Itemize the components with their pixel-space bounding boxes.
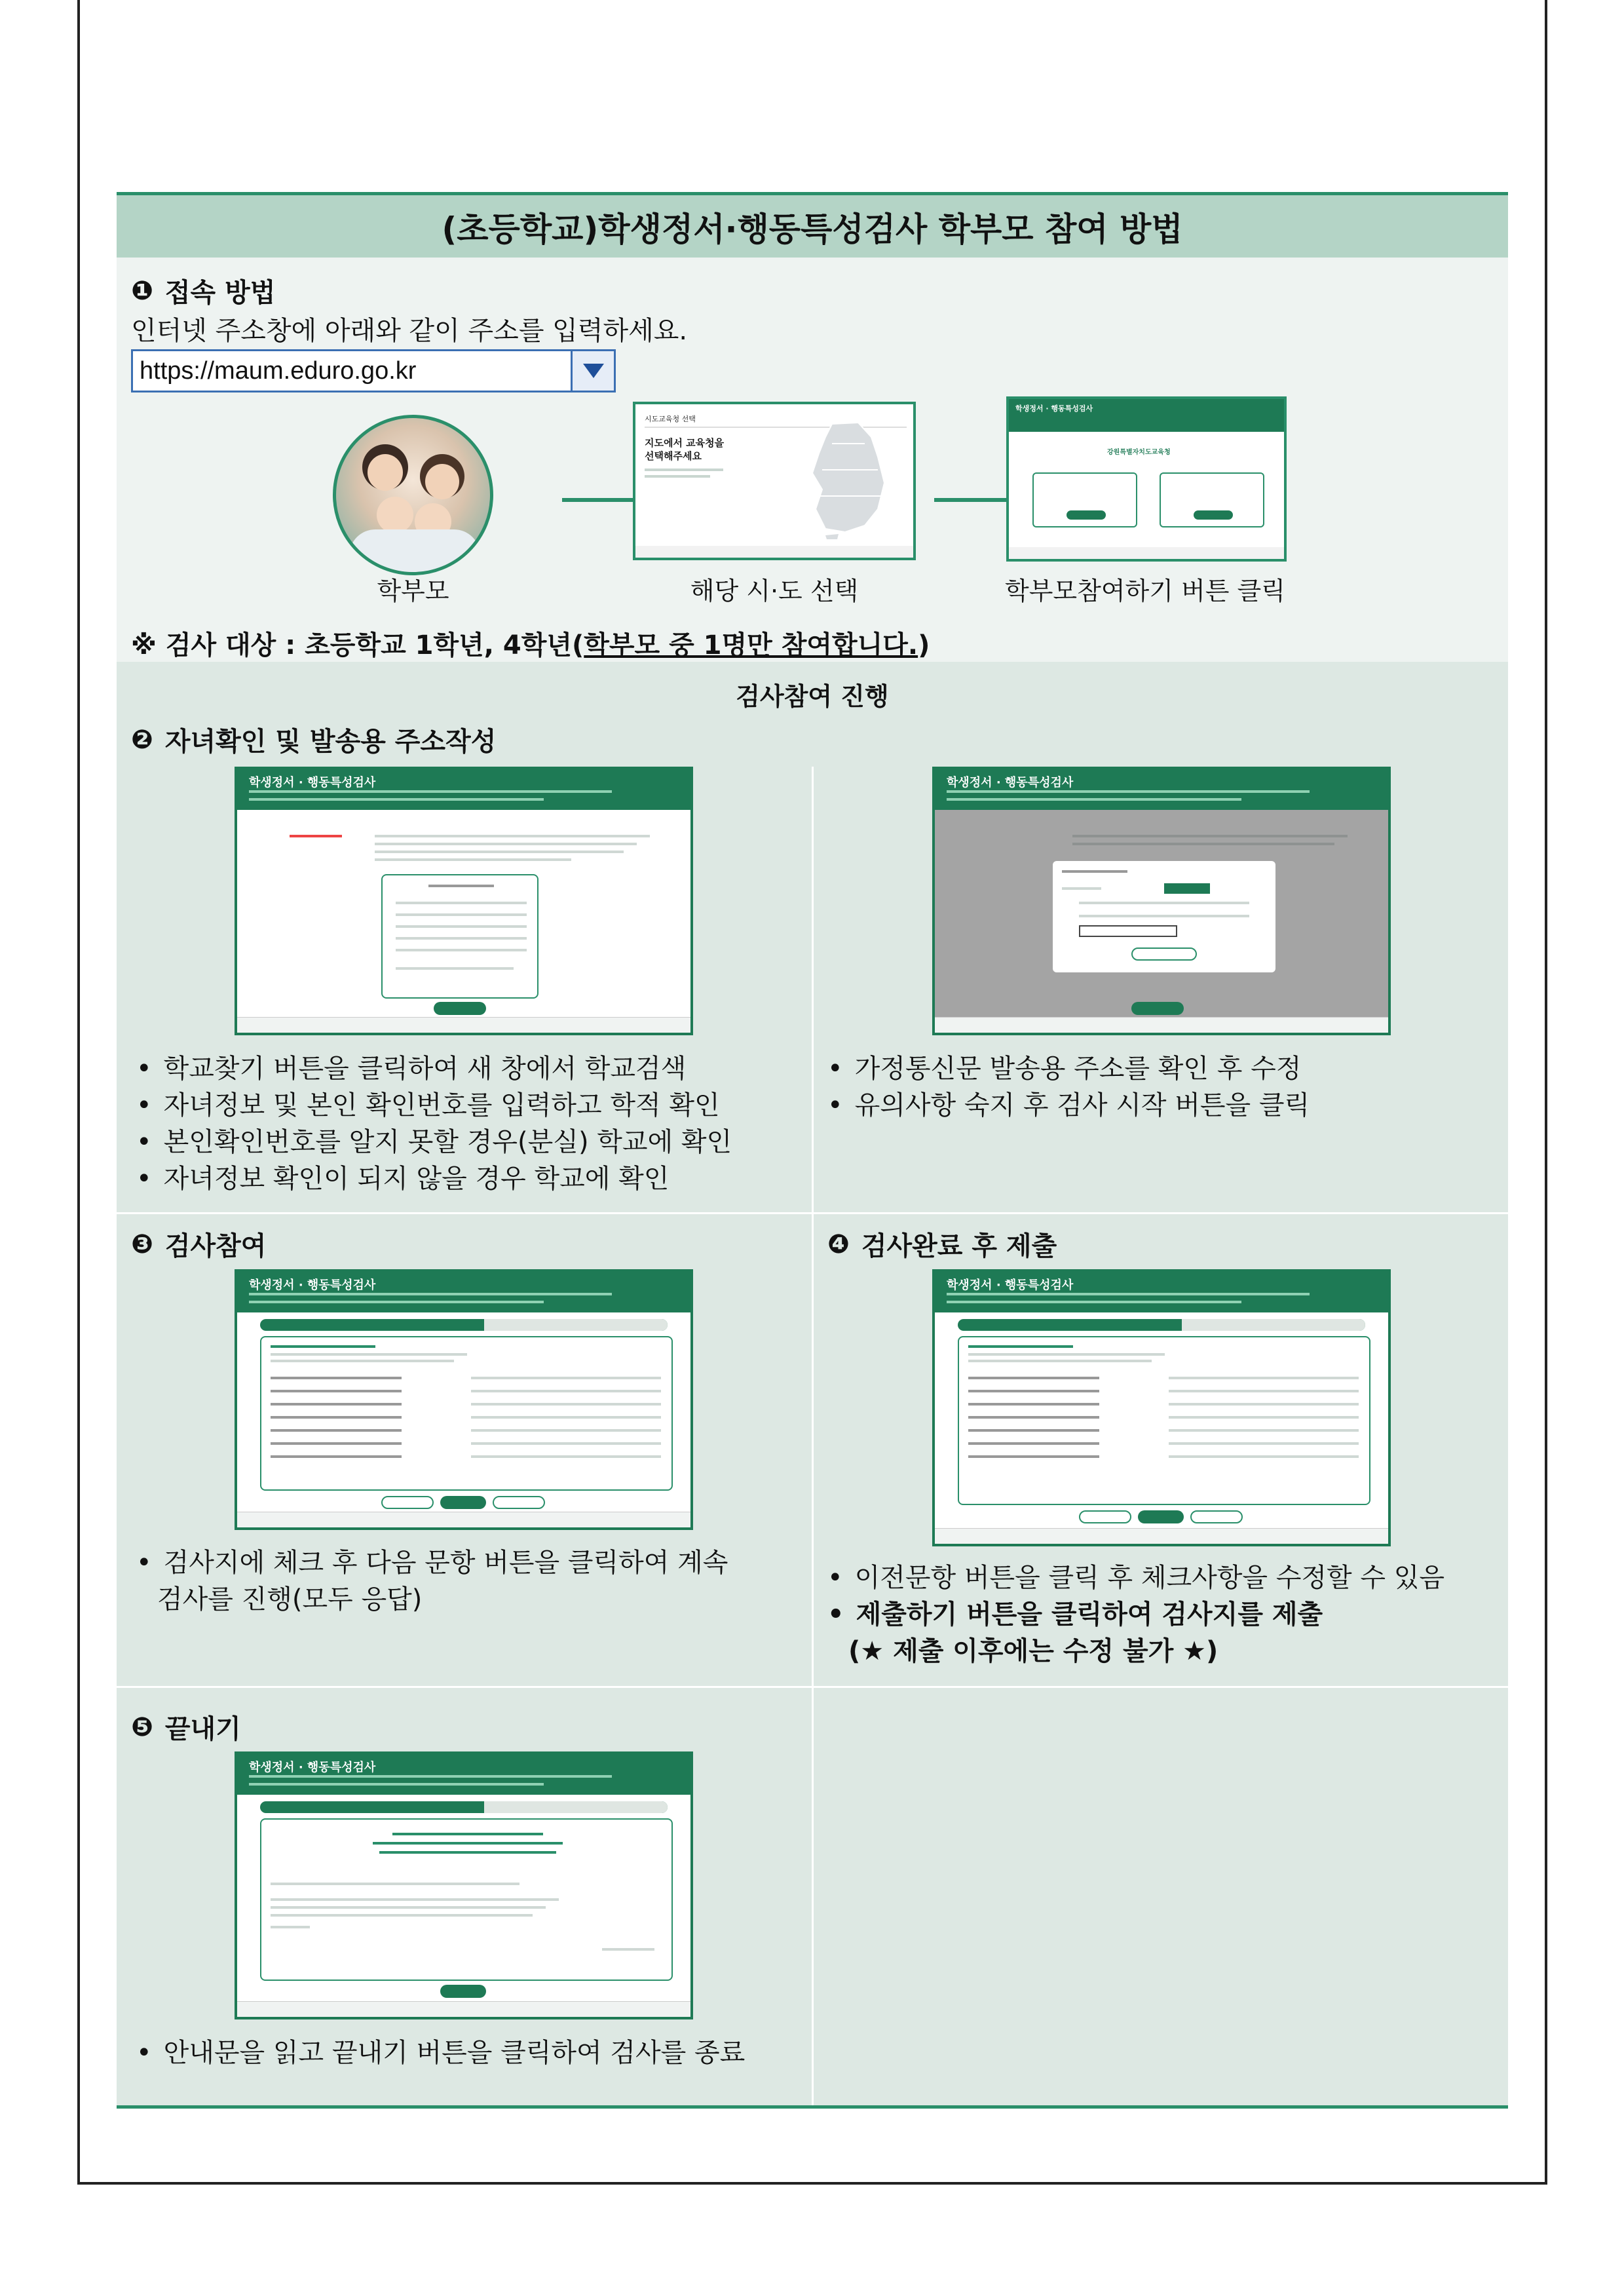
parent-face xyxy=(368,454,403,491)
list-item: • 자녀정보 및 본인 확인번호를 입력하고 학적 확인 xyxy=(136,1090,720,1120)
korea-map xyxy=(786,417,904,542)
list-item: • 학교찾기 버튼을 클릭하여 새 창에서 학교검색 xyxy=(136,1054,687,1084)
bottom-rule xyxy=(117,2105,1508,2109)
step3-heading: ❸ 검사참여 xyxy=(131,1229,267,1261)
step2-heading: ❷ 자녀확인 및 발송용 주소작성 xyxy=(131,724,497,757)
step5-heading: ❺ 끝내기 xyxy=(131,1712,241,1744)
row-divider xyxy=(117,1212,1508,1214)
step-number: ❶ xyxy=(131,275,153,306)
step4-bullets xyxy=(827,1559,1502,1670)
section-access-heading xyxy=(131,272,275,309)
participate-screenshot xyxy=(1006,396,1287,562)
clothing xyxy=(349,529,480,575)
caption-region: 해당 시·도 선택 xyxy=(690,577,859,605)
list-item: • 본인확인번호를 알지 못할 경우(분실) 학교에 확인 xyxy=(136,1127,732,1157)
step3-screenshot: 학생정서 · 행동특성검사 xyxy=(235,1269,693,1530)
step2-screenshot-left: 학생정서 · 행동특성검사 xyxy=(235,767,693,1035)
mini-center: 강원특별자치도교육청 xyxy=(1107,449,1171,456)
list-item-note: (★ 제출 이후에는 수정 불가 ★) xyxy=(848,1636,1218,1666)
chevron-down-icon xyxy=(583,364,604,378)
target-notice: ※ 검사 대상 : 초등학교 1학년, 4학년(학부모 중 1명만 참여합니다.) xyxy=(131,630,930,660)
notice-underlined: 학부모 중 1명만 참여합니다. xyxy=(584,630,918,660)
step2-bullets-right xyxy=(827,1050,1496,1124)
page-title: (초등학교)학생정서·행동특성검사 학부모 참여 방법 xyxy=(117,192,1508,258)
step3-bullets xyxy=(136,1544,804,1618)
family-photo xyxy=(333,415,493,575)
step2-bullets-left xyxy=(136,1050,804,1197)
region-select-screenshot xyxy=(633,402,916,560)
child-face xyxy=(377,497,413,533)
list-item: • 가정통신문 발송용 주소를 확인 후 수정 xyxy=(827,1054,1302,1084)
progress-title: 검사참여 진행 xyxy=(736,682,889,711)
list-item: • 제출하기 버튼을 클릭하여 검사지를 제출 xyxy=(827,1599,1323,1630)
caption-parent: 학부모 xyxy=(377,577,449,605)
step5-bullets xyxy=(136,2035,804,2071)
mini-main-2: 선택해주세요 xyxy=(645,450,702,462)
step4-heading: ❹ 검사완료 후 제출 xyxy=(827,1229,1057,1261)
document xyxy=(117,192,1508,2105)
mini-title: 학생정서 · 행동특성검사 xyxy=(1015,404,1093,413)
url-text[interactable]: https://maum.eduro.go.kr xyxy=(140,356,417,385)
column-divider xyxy=(812,767,814,1686)
list-item: • 유의사항 숙지 후 검사 시작 버튼을 클릭 xyxy=(827,1090,1310,1120)
instruction-text: 인터넷 주소창에 아래와 같이 주소를 입력하세요. xyxy=(131,316,688,346)
mini-main-1: 지도에서 교육청을 xyxy=(645,437,725,449)
parent-face xyxy=(425,464,459,499)
list-item: • 안내문을 읽고 끝내기 버튼을 클릭하여 검사를 종료 xyxy=(136,2038,746,2068)
step5-screenshot: 학생정서 · 행동특성검사 xyxy=(235,1751,693,2019)
dropdown-button[interactable] xyxy=(571,351,614,391)
list-item: • 자녀정보 확인이 되지 않을 경우 학교에 확인 xyxy=(136,1164,670,1194)
heading-text: 접속 방법 xyxy=(164,278,276,308)
section-access xyxy=(117,258,1508,662)
column-divider xyxy=(812,1686,814,2105)
caption-participate: 학부모참여하기 버튼 클릭 xyxy=(1005,577,1285,605)
progress-section xyxy=(117,662,1508,2105)
step2-screenshot-right: 학생정서 · 행동특성검사 xyxy=(932,767,1391,1035)
list-item: • 검사지에 체크 후 다음 문항 버튼을 클릭하여 계속 xyxy=(136,1548,728,1578)
step4-screenshot: 학생정서 · 행동특성검사 xyxy=(932,1269,1391,1546)
list-item-cont: 검사를 진행(모두 응답) xyxy=(157,1584,423,1615)
mini-header: 시도교육청 선택 xyxy=(645,415,696,423)
list-item: • 이전문항 버튼을 클릭 후 체크사항을 수정할 수 있음 xyxy=(827,1563,1445,1593)
address-bar[interactable] xyxy=(131,349,616,392)
